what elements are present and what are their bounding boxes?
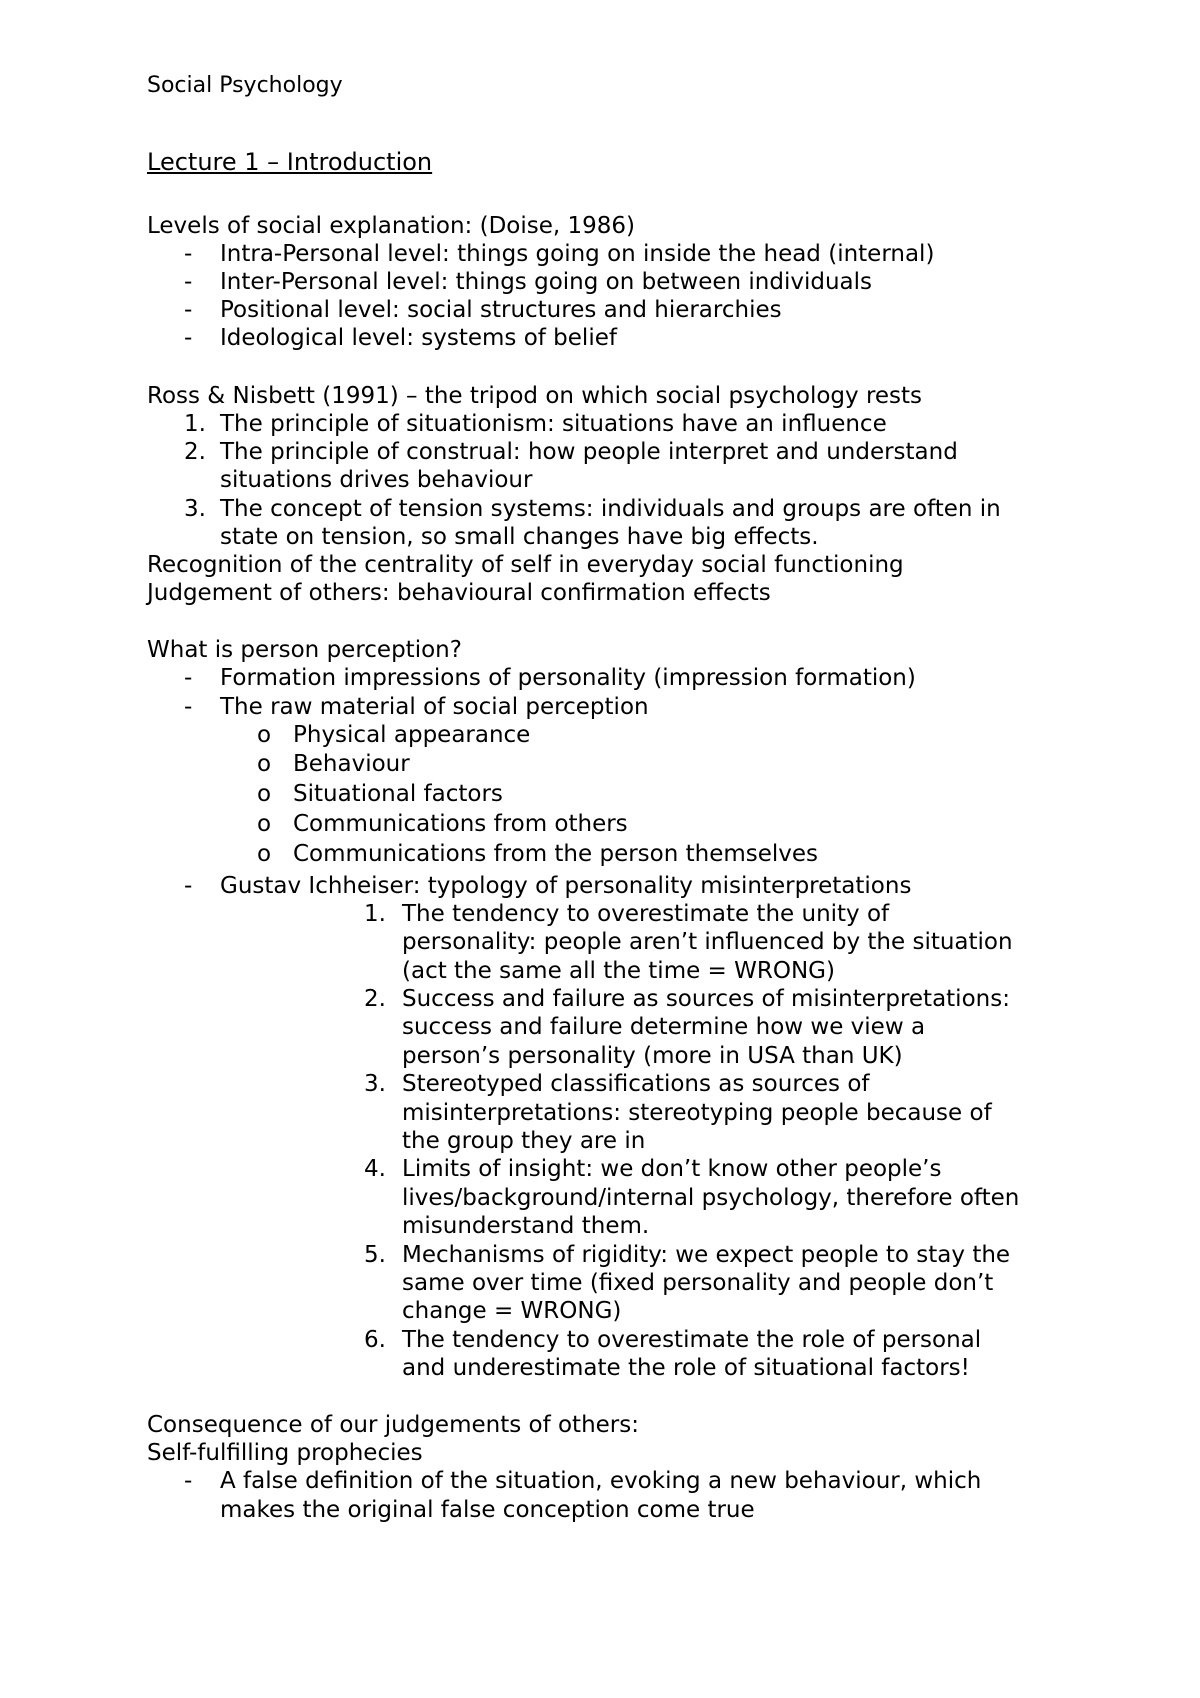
typology-line: Mechanisms of rigidity: we expect people to stay the: [402, 1242, 1011, 1268]
typology-line: person’s personality (more in USA than UK): [402, 1043, 903, 1069]
number-marker: 5.: [364, 1242, 386, 1268]
circle-marker: o: [257, 751, 272, 777]
dash-marker: -: [184, 1468, 193, 1494]
typology-line: success and failure determine how we view a: [402, 1014, 926, 1040]
consequence-item-line: makes the original false conception come true: [220, 1497, 755, 1523]
ross-after-line: Recognition of the centrality of self in everyday social functioning: [147, 552, 904, 578]
typology-line: Success and failure as sources of misinterpretations:: [402, 986, 1010, 1012]
typology-line: the group they are in: [402, 1128, 646, 1154]
perception-subitem: Communications from the person themselves: [293, 841, 819, 867]
number-marker: 4.: [364, 1156, 386, 1182]
typology-line: The tendency to overestimate the unity of: [402, 901, 890, 927]
dash-marker: -: [184, 873, 193, 899]
perception-subitem: Behaviour: [293, 751, 410, 777]
number-marker: 1.: [184, 411, 206, 437]
dash-marker: -: [184, 665, 193, 691]
consequence-heading: Consequence of our judgements of others:: [147, 1412, 639, 1438]
number-marker: 3.: [184, 496, 206, 522]
dash-marker: -: [184, 694, 193, 720]
circle-marker: o: [257, 811, 272, 837]
levels-item: Inter-Personal level: things going on between individuals: [220, 269, 872, 295]
ross-item-line: The principle of situationism: situations have an influence: [220, 411, 887, 437]
number-marker: 2.: [364, 986, 386, 1012]
perception-subitem: Situational factors: [293, 781, 503, 807]
levels-item: Ideological level: systems of belief: [220, 325, 617, 351]
circle-marker: o: [257, 781, 272, 807]
perception-item: Formation impressions of personality (impression formation): [220, 665, 916, 691]
consequence-subheading: Self-fulfilling prophecies: [147, 1440, 423, 1466]
consequence-item-line: A false definition of the situation, evoking a new behaviour, which: [220, 1468, 982, 1494]
circle-marker: o: [257, 841, 272, 867]
typology-line: lives/background/internal psychology, therefore often: [402, 1185, 1020, 1211]
typology-line: change = WRONG): [402, 1298, 622, 1324]
typology-line: The tendency to overestimate the role of personal: [402, 1327, 982, 1353]
typology-line: misunderstand them.: [402, 1213, 650, 1239]
number-marker: 6.: [364, 1327, 386, 1353]
dash-marker: -: [184, 241, 193, 267]
ross-heading: Ross & Nisbett (1991) – the tripod on which social psychology rests: [147, 383, 923, 409]
perception-item: Gustav Ichheiser: typology of personality misinterpretations: [220, 873, 912, 899]
number-marker: 3.: [364, 1071, 386, 1097]
circle-marker: o: [257, 722, 272, 748]
perception-subitem: Communications from others: [293, 811, 628, 837]
typology-line: (act the same all the time = WRONG): [402, 958, 835, 984]
perception-heading: What is person perception?: [147, 637, 462, 663]
number-marker: 1.: [364, 901, 386, 927]
ross-item-line: The concept of tension systems: individuals and groups are often in: [220, 496, 1001, 522]
typology-line: misinterpretations: stereotyping people because of: [402, 1100, 992, 1126]
dash-marker: -: [184, 269, 193, 295]
dash-marker: -: [184, 325, 193, 351]
ross-item-line: The principle of construal: how people interpret and understand: [220, 439, 958, 465]
levels-item: Positional level: social structures and hierarchies: [220, 297, 782, 323]
typology-line: same over time (fixed personality and people don’t: [402, 1270, 994, 1296]
dash-marker: -: [184, 297, 193, 323]
ross-after-line: Judgement of others: behavioural confirmation effects: [147, 580, 771, 606]
typology-line: Stereotyped classifications as sources of: [402, 1071, 870, 1097]
perception-item: The raw material of social perception: [220, 694, 649, 720]
typology-line: Limits of insight: we don’t know other people’s: [402, 1156, 942, 1182]
typology-line: and underestimate the role of situational factors!: [402, 1355, 970, 1381]
ross-item-line: situations drives behaviour: [220, 467, 533, 493]
ross-item-line: state on tension, so small changes have big effects.: [220, 524, 819, 550]
number-marker: 2.: [184, 439, 206, 465]
levels-item: Intra-Personal level: things going on inside the head (internal): [220, 241, 935, 267]
levels-heading: Levels of social explanation: (Doise, 1986): [147, 213, 636, 239]
typology-line: personality: people aren’t influenced by the situation: [402, 929, 1013, 955]
perception-subitem: Physical appearance: [293, 722, 531, 748]
document-header: Social Psychology: [147, 73, 343, 98]
lecture-title: Lecture 1 – Introduction: [147, 148, 433, 176]
